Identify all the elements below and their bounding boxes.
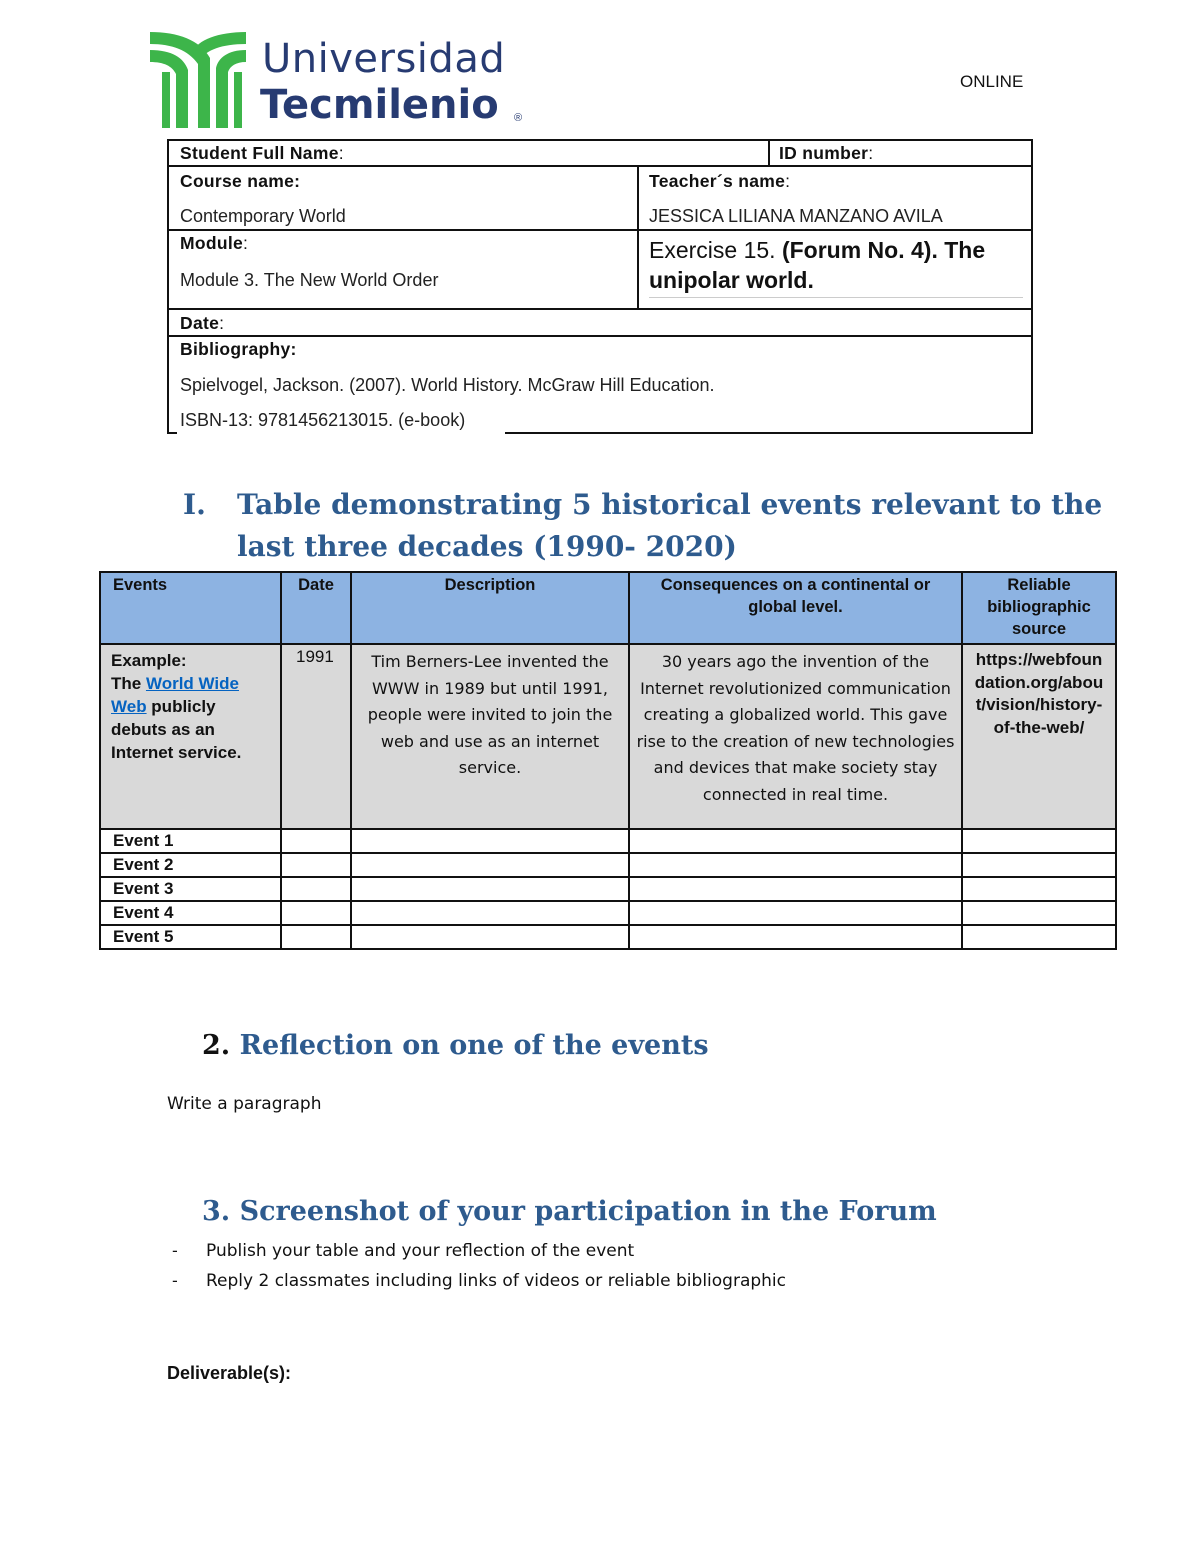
exercise-title-bold: (Forum No. 4). The unipolar world. <box>649 237 986 293</box>
event-1-consequences[interactable] <box>629 829 962 853</box>
date-cell <box>167 308 1033 337</box>
logo-text-tecmilenio: Tecmilenio <box>260 82 499 128</box>
course-name-cell <box>167 165 639 231</box>
event-4-source[interactable] <box>962 901 1116 925</box>
example-source: https://webfoundation.org/about/vision/history-of-the-web/ <box>974 650 1104 737</box>
event-5-date[interactable] <box>281 925 351 949</box>
teacher-name-cell <box>637 165 1033 231</box>
event-3-label: Event 3 <box>100 877 281 901</box>
event-1-date[interactable] <box>281 829 351 853</box>
student-name-colon: : <box>338 143 344 163</box>
events-table <box>99 571 1117 950</box>
event-5-source[interactable] <box>962 925 1116 949</box>
bibliography-label: Bibliography: <box>180 339 297 359</box>
date-colon: : <box>219 313 225 333</box>
module-value: Module 3. The New World Order <box>180 270 439 290</box>
deliverables-label: Deliverable(s): <box>167 1363 292 1383</box>
bullet-dash-2: - <box>172 1271 178 1290</box>
example-rest-3: Internet service. <box>111 743 242 762</box>
example-date-cell <box>281 644 351 829</box>
event-1-source[interactable] <box>962 829 1116 853</box>
example-description: Tim Berners-Lee invented the WWW in 1989 but until 1991, people were invited to join the web and use as an internet service. <box>367 652 613 777</box>
exercise-prefix: Exercise 15. <box>649 237 776 263</box>
id-number-label: ID number <box>779 143 869 163</box>
example-source-cell <box>962 644 1116 829</box>
bibliography-left-corner <box>167 432 177 434</box>
event-2-consequences[interactable] <box>629 853 962 877</box>
event-4-label: Event 4 <box>100 901 281 925</box>
exercise-title <box>649 235 1019 295</box>
id-number-cell <box>768 139 1033 167</box>
event-3-source[interactable] <box>962 877 1116 901</box>
event-1-description[interactable] <box>351 829 629 853</box>
course-name-label: Course name: <box>180 171 301 191</box>
bibliography-bottom-rule <box>505 432 1033 434</box>
exercise-cell <box>637 229 1033 310</box>
section-1-title-line-1: Table demonstrating 5 historical events relevant to the <box>237 488 1103 521</box>
section-1-title-line-2: last three decades (1990- 2020) <box>237 530 737 563</box>
course-name-value: Contemporary World <box>180 206 346 226</box>
id-number-colon: : <box>868 143 874 163</box>
event-5-description[interactable] <box>351 925 629 949</box>
header-events: Events <box>100 572 281 644</box>
date-label: Date <box>180 313 220 333</box>
example-event-cell <box>100 644 281 829</box>
bibliography-line-1: Spielvogel, Jackson. (2007). World History. McGraw Hill Education. <box>180 375 715 395</box>
header-description: Description <box>351 572 629 644</box>
event-2-date[interactable] <box>281 853 351 877</box>
event-3-date[interactable] <box>281 877 351 901</box>
event-2-label: Event 2 <box>100 853 281 877</box>
event-row <box>100 901 1116 925</box>
teacher-name-label: Teacher´s name <box>649 171 786 191</box>
event-1-label: Event 1 <box>100 829 281 853</box>
header-source: Reliable bibliographic source <box>962 572 1116 644</box>
section-2-heading <box>202 1030 709 1061</box>
event-5-consequences[interactable] <box>629 925 962 949</box>
event-2-source[interactable] <box>962 853 1116 877</box>
section-1-numeral: I. <box>183 488 206 521</box>
example-description-cell <box>351 644 629 829</box>
section-2-title: Reflection on one of the events <box>230 1030 709 1061</box>
example-label: Example: <box>111 651 187 670</box>
module-cell <box>167 229 639 310</box>
event-2-description[interactable] <box>351 853 629 877</box>
bibliography-line-2: ISBN-13: 9781456213015. (e-book) <box>180 410 466 430</box>
example-consequences: 30 years ago the invention of the Internet revolutionized communication creating a globalized world. This gave rise to the creation of new technologies and devices that make society stay connected in real time. <box>636 652 955 804</box>
exercise-underline <box>649 297 1023 298</box>
section-3-heading: 3. Screenshot of your participation in the Forum <box>202 1196 937 1227</box>
world-wide-web-link[interactable]: World Wide <box>145 674 239 693</box>
header-date: Date <box>281 572 351 644</box>
event-3-consequences[interactable] <box>629 877 962 901</box>
logo-text-universidad: Universidad <box>262 36 506 82</box>
event-row <box>100 877 1116 901</box>
section-3-item-1: Publish your table and your reflection of the event <box>206 1241 635 1261</box>
teacher-name-colon: : <box>785 171 791 191</box>
module-label: Module <box>180 233 244 253</box>
example-the: The <box>111 674 146 693</box>
online-label: ONLINE <box>960 72 1024 91</box>
example-date: 1991 <box>296 647 334 666</box>
event-row <box>100 925 1116 949</box>
example-consequences-cell <box>629 644 962 829</box>
example-rest-1: publicly <box>146 697 216 716</box>
event-4-date[interactable] <box>281 901 351 925</box>
event-4-description[interactable] <box>351 901 629 925</box>
section-2-number: 2. <box>202 1030 231 1061</box>
event-row <box>100 829 1116 853</box>
example-row <box>100 644 1116 829</box>
student-name-cell <box>167 139 770 167</box>
student-name-label: Student Full Name <box>180 143 339 163</box>
logo-registered-mark: ® <box>514 112 523 124</box>
bibliography-cell <box>167 335 1033 434</box>
event-row <box>100 853 1116 877</box>
example-rest-2: debuts as an <box>111 720 215 739</box>
web-link[interactable]: Web <box>111 697 147 716</box>
section-3-item-2: Reply 2 classmates including links of videos or reliable bibliographic <box>206 1271 787 1291</box>
event-5-label: Event 5 <box>100 925 281 949</box>
header-consequences: Consequences on a continental or global level. <box>629 572 962 644</box>
event-3-description[interactable] <box>351 877 629 901</box>
bullet-dash-1: - <box>172 1241 178 1260</box>
event-4-consequences[interactable] <box>629 901 962 925</box>
section-2-body: Write a paragraph <box>167 1094 322 1114</box>
module-colon: : <box>243 233 249 253</box>
teacher-name-value: JESSICA LILIANA MANZANO AVILA <box>649 206 943 226</box>
